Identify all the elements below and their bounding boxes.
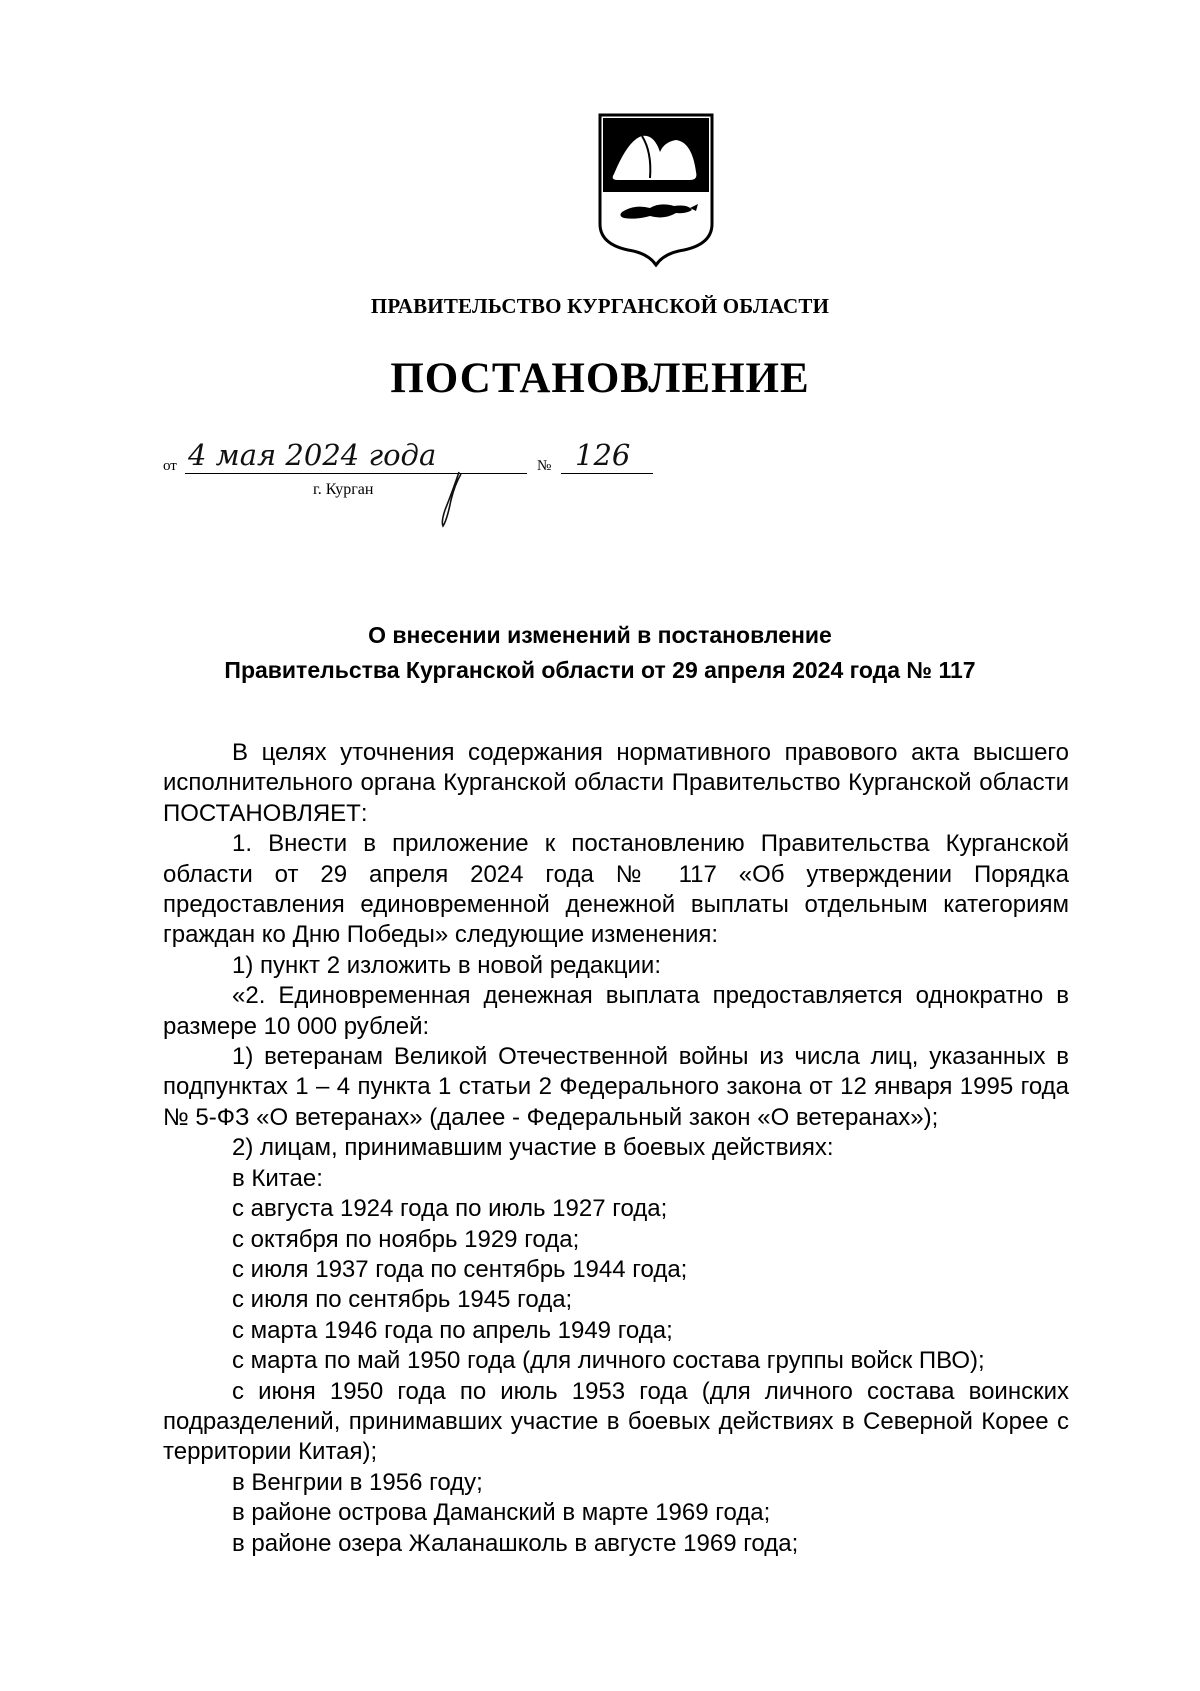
paragraph: с июля 1937 года по сентябрь 1944 года; — [232, 1255, 688, 1283]
title-line-2: Правительства Курганской области от 29 апреля 2024 года № 117 — [224, 657, 976, 683]
government-name: ПРАВИТЕЛЬСТВО КУРГАНСКОЙ ОБЛАСТИ — [370, 294, 830, 318]
paragraph: «2. Единовременная денежная выплата предоставляется однократно в размере 10 000 рублей: — [163, 982, 1069, 1040]
paragraph: с октября по ноябрь 1929 года; — [232, 1225, 580, 1253]
paragraph: с августа 1924 года по июль 1927 года; — [232, 1195, 668, 1223]
handwritten-number: 126 — [575, 438, 631, 472]
paragraph: с марта по май 1950 года (для личного состава группы войск ПВО); — [232, 1347, 985, 1375]
paragraph: с марта 1946 года по апрель 1949 года; — [232, 1316, 673, 1344]
paragraph: в районе озера Жаланашколь в августе 1969 года; — [232, 1529, 799, 1557]
paragraph: в районе острова Даманский в марте 1969 года; — [232, 1499, 771, 1527]
date-underline — [185, 473, 527, 474]
paragraph: 1. Внести в приложение к постановлению Правительства Курганской области от 29 апреля 2024 года № 117 «Об утверждении Порядка предоставления единовременной денежной выплаты отдельным категориям граждан ко Дню Победы» следующие изменения: — [163, 830, 1069, 949]
from-label: от — [163, 458, 177, 474]
paragraph: 1) ветеранам Великой Отечественной войны из числа лиц, указанных в подпунктах 1 – 4 пункта 1 статьи 2 Федерального закона от 12 января 1995 года № 5-ФЗ «О ветеранах» (далее - Федеральный закон «О ветеранах»); — [163, 1043, 1069, 1131]
number-underline — [561, 473, 653, 474]
document-body — [163, 738, 1069, 1559]
paragraph: с июля по сентябрь 1945 года; — [232, 1286, 573, 1314]
paragraph: в Венгрии в 1956 году; — [232, 1468, 483, 1496]
signature-stroke-icon — [431, 470, 471, 530]
date-number-line — [163, 440, 663, 520]
paragraph: в Китае: — [232, 1164, 323, 1192]
number-label: № — [537, 458, 552, 474]
paragraph: с июня 1950 года по июль 1953 года (для личного состава воинских подразделений, принимавших участие в боевых действиях в Северной Корее с территории Китая); — [163, 1377, 1069, 1466]
handwritten-date: 4 мая 2024 года — [188, 438, 437, 472]
city-label: г. Курган — [313, 481, 374, 498]
paragraph: В целях уточнения содержания нормативного правового акта высшего исполнительного органа Курганской области Правительство Курганской области ПОСТАНОВЛЯЕТ: — [163, 739, 1069, 827]
paragraph: 1) пункт 2 изложить в новой редакции: — [232, 951, 661, 979]
document-title — [0, 618, 1200, 688]
paragraph: 2) лицам, принимавшим участие в боевых действиях: — [232, 1134, 834, 1162]
document-type-heading: ПОСТАНОВЛЕНИЕ — [390, 355, 810, 402]
title-line-1: О внесении изменений в постановление — [368, 622, 832, 648]
kurgan-region-coat-of-arms-icon — [594, 112, 718, 267]
